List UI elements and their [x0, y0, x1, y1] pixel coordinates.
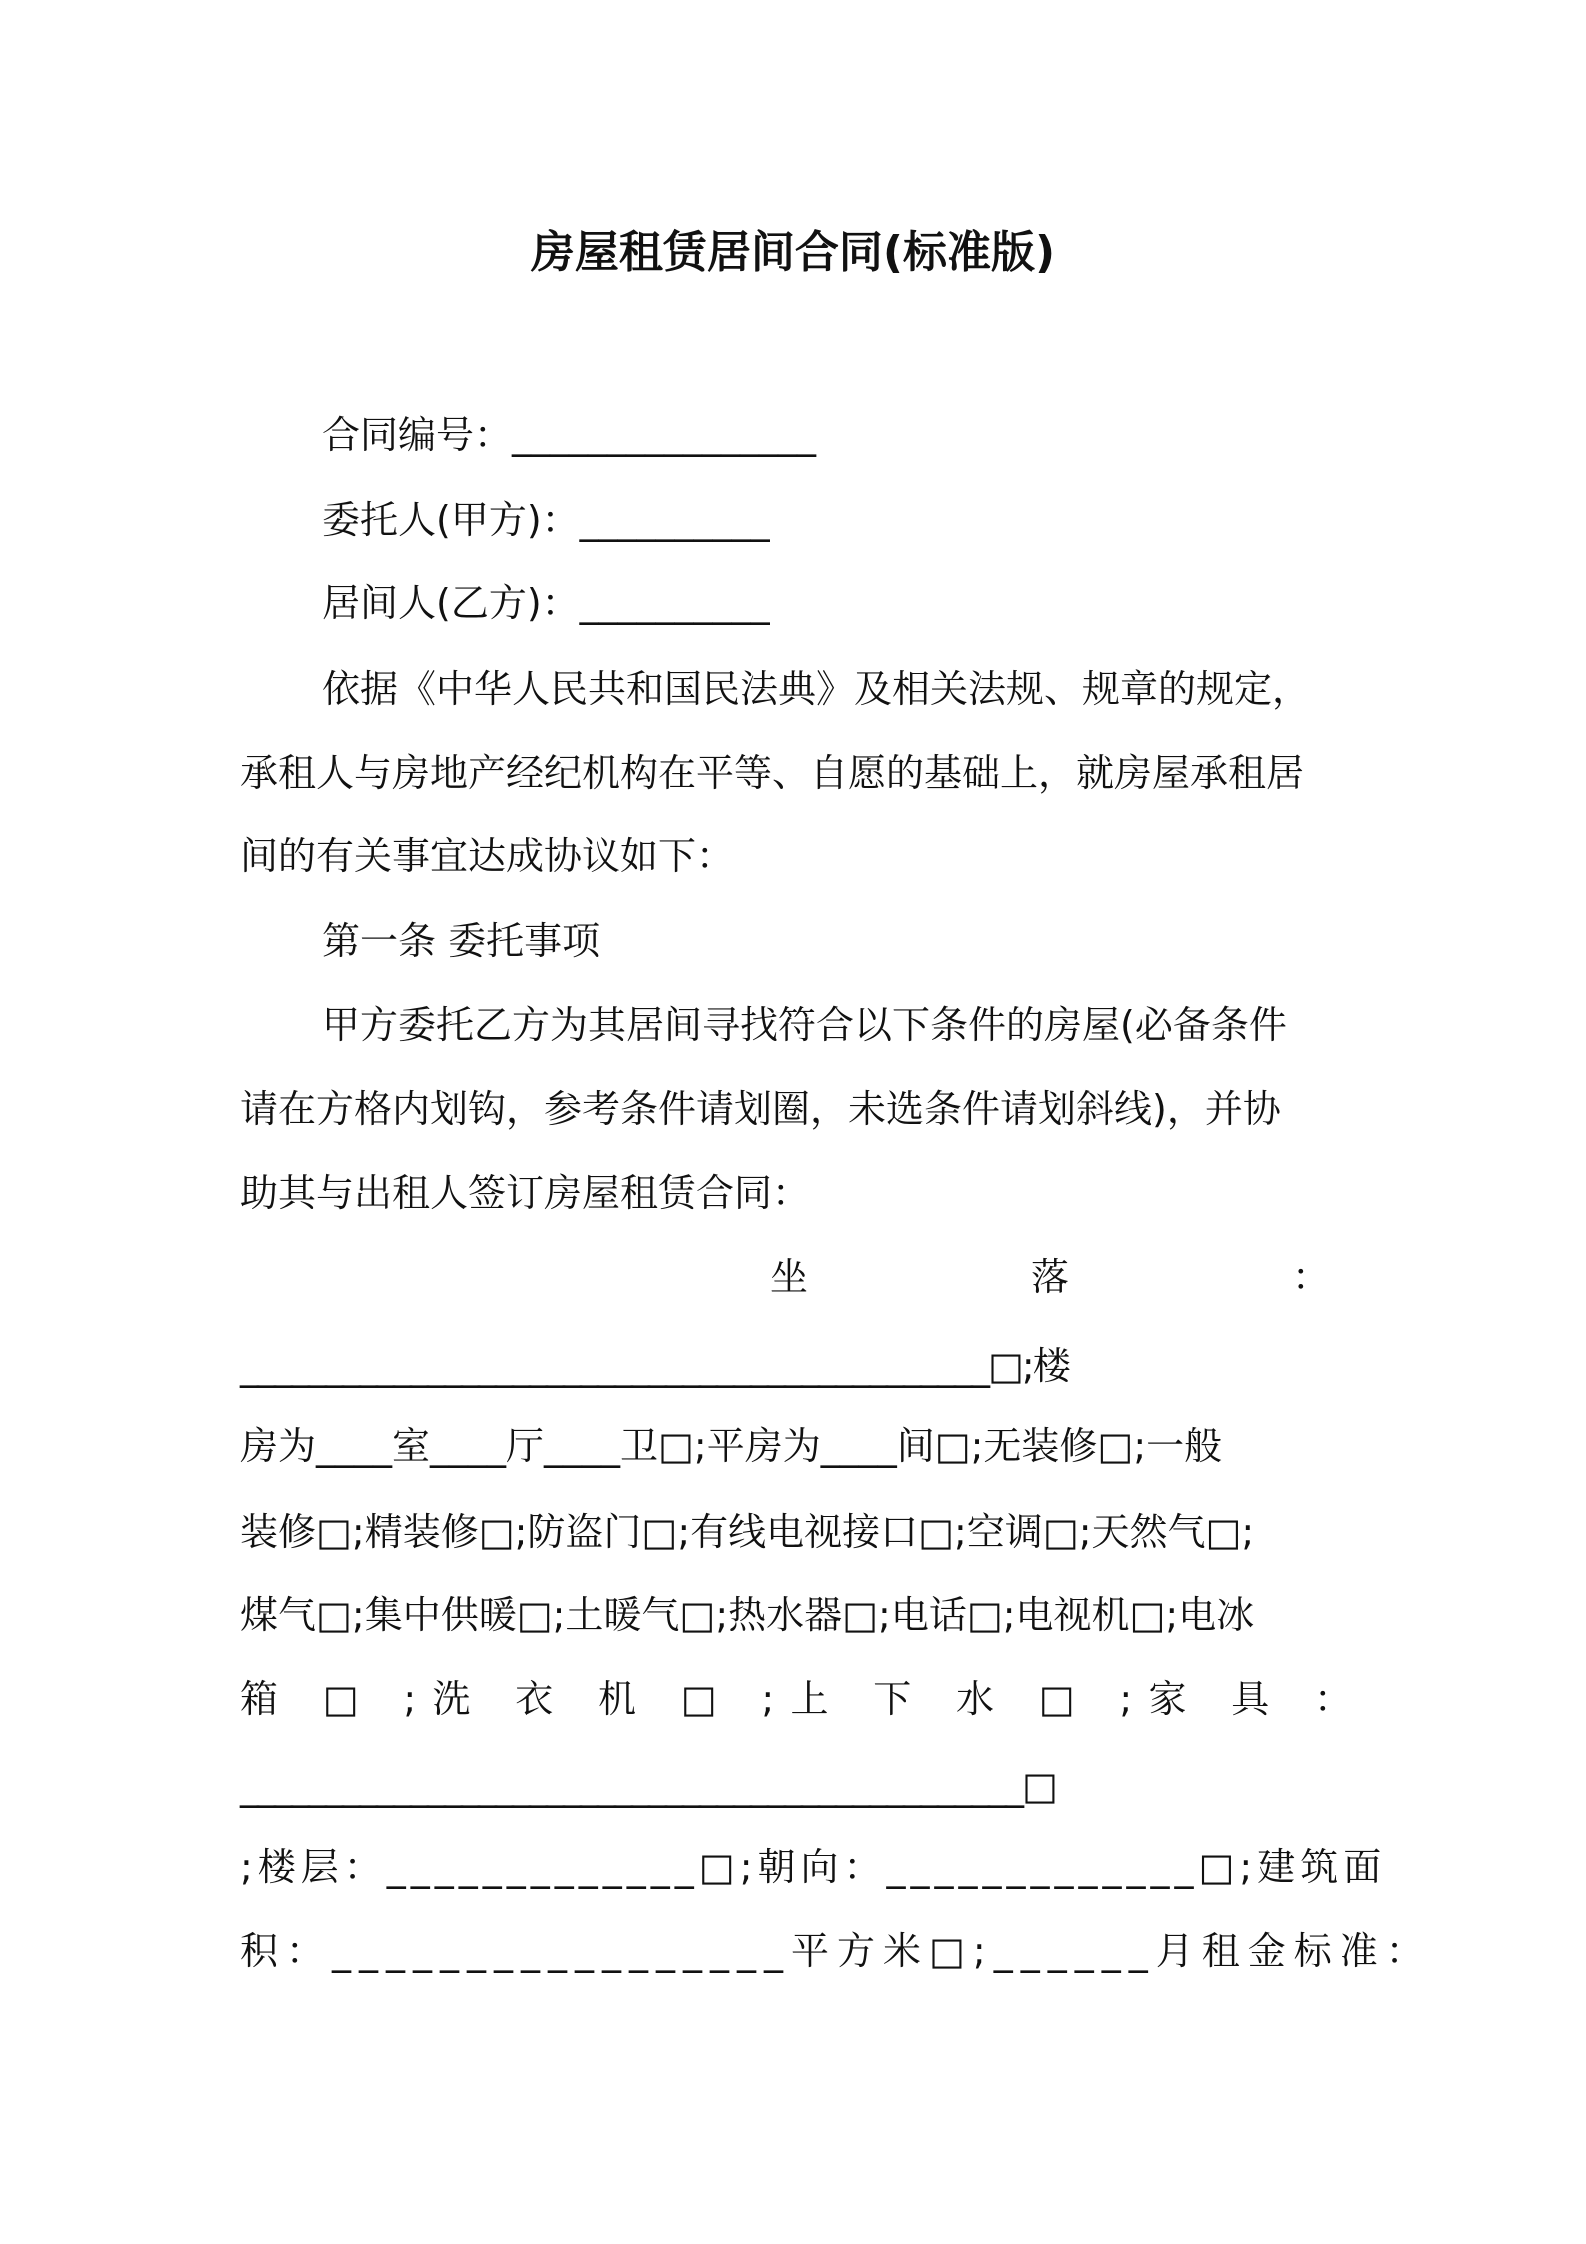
floor-orientation-line: ;楼层：_____________□;朝向：_____________□;建筑面	[240, 1845, 1387, 1889]
article-1-heading: 第一条 委托事项	[322, 919, 601, 963]
article-1-text-line-3: 助其与出租人签订房屋租赁合同：	[240, 1171, 811, 1215]
principal-party-a-line: 委托人(甲方)：__________	[322, 498, 770, 542]
intermediary-party-b-line: 居间人(乙方)：__________	[322, 581, 770, 625]
location-blank-line: ____________________________________________□;楼	[240, 1344, 1069, 1388]
document-title: 房屋租赁居间合同(标准版)	[530, 227, 1056, 278]
location-label: 坐 落 ：	[770, 1255, 1330, 1299]
contract-number-line: 合同编号：________________	[322, 413, 817, 457]
preamble-line-1: 依据《中华人民共和国民法典》及相关法规、规章的规定，	[322, 667, 1311, 711]
article-1-text-line-2: 请在方格内划钩，参考条件请划圈，未选条件请划斜线)，并协	[240, 1087, 1281, 1131]
facilities-line-1: 装修□;精装修□;防盗门□;有线电视接口□;空调□;天然气□;	[240, 1510, 1255, 1554]
article-1-text-line-1: 甲方委托乙方为其居间寻找符合以下条件的房屋(必备条件	[322, 1003, 1287, 1047]
area-rent-line: 积：_________________平方米□;______月租金标准：	[240, 1929, 1432, 1973]
furniture-blank-line: ______________________________________________□	[240, 1764, 1056, 1808]
preamble-line-3: 间的有关事宜达成协议如下：	[240, 834, 735, 878]
facilities-line-3: 箱 □ ;洗 衣 机 □ ;上 下 水 □ ;家 具 ：	[240, 1677, 1352, 1721]
room-layout-line: 房为____室____厅____卫□;平房为____间□;无装修□;一般	[240, 1424, 1223, 1468]
preamble-line-2: 承租人与房地产经纪机构在平等、自愿的基础上，就房屋承租居	[240, 751, 1305, 795]
facilities-line-2: 煤气□;集中供暖□;土暖气□;热水器□;电话□;电视机□;电冰	[240, 1593, 1255, 1637]
